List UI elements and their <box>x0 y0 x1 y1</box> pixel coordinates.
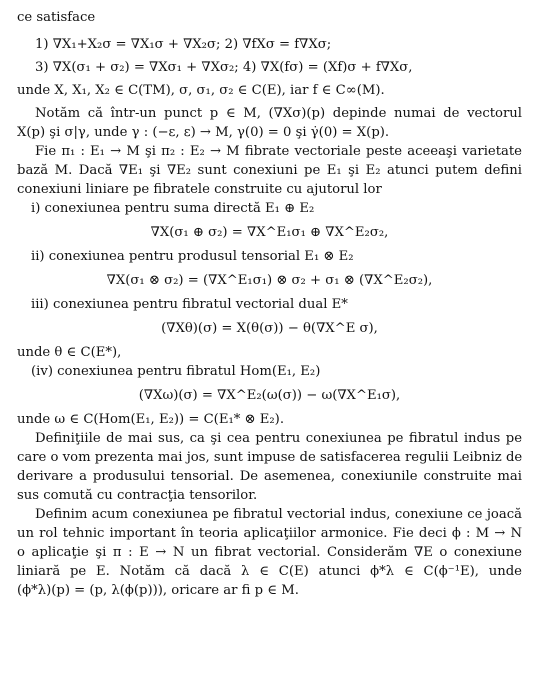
text-line: sus comută cu contracţia tensorilor. <box>17 488 258 503</box>
text-line: unde ω ∈ C(Hom(E₁, E₂)) = C(E₁* ⊗ E₂). <box>17 412 285 427</box>
display-equation: (∇Xθ)(σ) = X(θ(σ)) − θ(∇X^E σ), <box>161 321 378 336</box>
display-equation: (∇Xω)(σ) = ∇X^E₂(ω(σ)) − ω(∇X^E₁σ), <box>138 388 401 403</box>
text-line: derivare a produsului tensorial. De asemenea, conexiunile construite mai <box>17 469 522 484</box>
text-line: conexiuni liniare pe fibratele construite cu ajutorul lor <box>17 182 382 197</box>
property-list-row-2: 3) ∇X(σ₁ + σ₂) = ∇Xσ₁ + ∇Xσ₂; 4) ∇X(fσ) = (Xf)σ + f∇Xσ, <box>35 60 413 75</box>
text-line: Fie π₁ : E₁ → M şi π₂ : E₂ → M fibrate vectoriale peste aceeaşi varietate <box>35 144 522 159</box>
text-line: liniară pe E. Notăm că dacă λ ∈ C(E) atunci ϕ*λ ∈ C(ϕ⁻¹E), unde <box>17 564 522 579</box>
text-line: care o vom prezenta mai jos, sunt impuse de satisfacerea regulii Leibniz de <box>17 450 522 465</box>
text-line: ce satisface <box>17 10 96 25</box>
list-item-label: iii) conexiunea pentru fibratul vectorial dual E* <box>31 297 348 312</box>
text-line: unde θ ∈ C(E*), <box>17 345 122 360</box>
text-line: X(p) şi σ|γ, unde γ : (−ε, ε) → M, γ(0) = 0 şi γ̇(0) = X(p). <box>17 125 390 140</box>
text-line: o aplicaţie şi π : E → N un fibrat vectorial. Considerăm ∇E o conexiune <box>17 545 522 560</box>
list-item-label: ii) conexiunea pentru produsul tensorial E₁ ⊗ E₂ <box>31 249 354 264</box>
list-item-label: i) conexiunea pentru suma directă E₁ ⊕ E₂ <box>31 201 315 216</box>
text-line: Definiţiile de mai sus, ca şi cea pentru conexiunea pe fibratul indus pe <box>35 431 522 446</box>
text-line: Notăm că într-un punct p ∈ M, (∇Xσ)(p) depinde numai de vectorul <box>35 106 522 121</box>
display-equation: ∇X(σ₁ ⊗ σ₂) = (∇X^E₁σ₁) ⊗ σ₂ + σ₁ ⊗ (∇X^E₂σ₂), <box>106 273 433 288</box>
list-item-label: (iv) conexiunea pentru fibratul Hom(E₁, E₂) <box>31 364 321 379</box>
text-line: bază M. Dacă ∇E₁ şi ∇E₂ sunt conexiuni pe E₁ şi E₂ atunci putem defini <box>17 163 522 178</box>
display-equation: ∇X(σ₁ ⊕ σ₂) = ∇X^E₁σ₁ ⊕ ∇X^E₂σ₂, <box>150 225 389 240</box>
text-line: un rol tehnic important în teoria aplicaţiilor armonice. Fie deci ϕ : M → N <box>17 526 522 541</box>
text-line: Definim acum conexiunea pe fibratul vectorial indus, conexiune ce joacă <box>35 507 522 522</box>
property-list-row-1: 1) ∇X₁+X₂σ = ∇X₁σ + ∇X₂σ; 2) ∇fXσ = f∇Xσ; <box>35 37 332 52</box>
paper-page <box>17 8 522 600</box>
text-line: unde X, X₁, X₂ ∈ C(TM), σ, σ₁, σ₂ ∈ C(E), iar f ∈ C∞(M). <box>17 83 385 98</box>
text-line: (ϕ*λ)(p) = (p, λ(ϕ(p))), oricare ar fi p ∈ M. <box>17 583 299 598</box>
